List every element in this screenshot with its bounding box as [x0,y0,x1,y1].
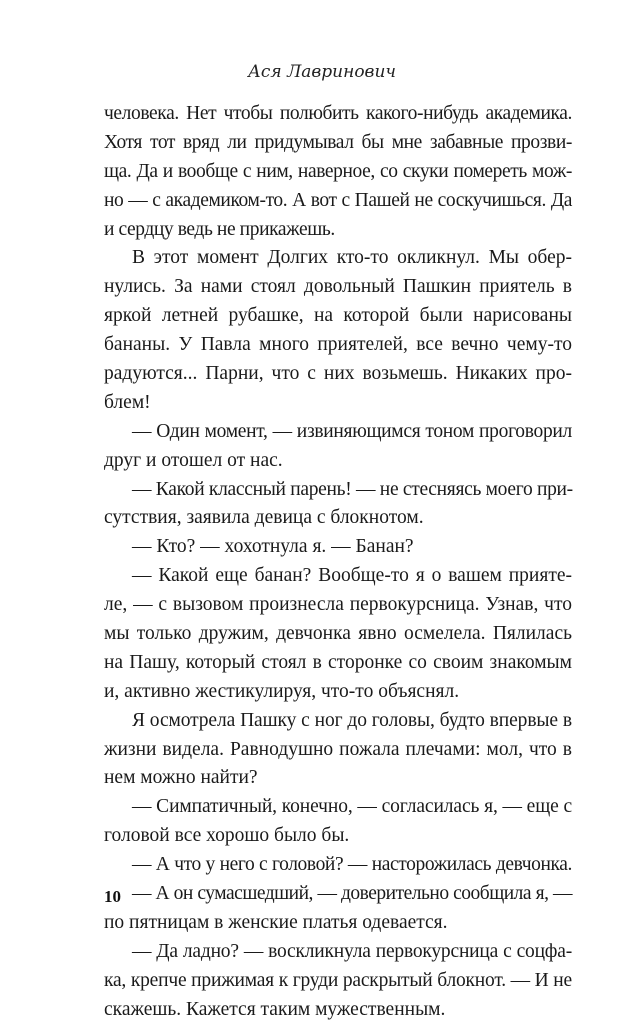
text-line: радуются... Парни, что с них возьмешь. Никаких про- [104,363,572,385]
text-line: блем! [104,391,151,413]
text-line: яркой летней рубашке, на которой были нарисованы [104,305,572,327]
text-line: — Какой классный парень! — не стесняясь моего при- [132,478,573,500]
text-line: сутствия, заявила девица с блокнотом. [104,507,424,529]
text-line: Хотя тот вряд ли придумывал бы мне забавные прозви- [104,131,572,153]
text-line: на Пашу, который стоял в сторонке со своим знакомым [104,651,572,673]
text-line: и, активно жестикулируя, что-то объяснял. [104,680,460,702]
text-line: нем можно найти? [104,767,258,789]
text-line: нулись. За нами стоял довольный Пашкин приятель в [104,276,572,298]
text-line: В этот момент Долгих кто-то окликнул. Мы обер- [132,247,572,269]
text-line: и сердцу ведь не прикажешь. [104,218,335,240]
text-line: — Какой еще банан? Вообще-то я о вашем прияте- [132,565,572,587]
running-header-author: Ася Лавринович [248,62,396,82]
body-text [104,100,572,1025]
text-line: человека. Нет чтобы полюбить какого-нибудь академика. [104,103,572,124]
text-line: друг и отошел от нас. [104,449,283,471]
text-line: по пятницам в женские платья одевается. [104,911,448,933]
text-line: головой все хорошо было бы. [104,825,350,847]
text-line: — Один момент, — извиняющимся тоном проговорил [132,420,572,442]
text-line: Я осмотрела Пашку с ног до головы, будто впервые в [132,709,572,731]
page-number: 10 [104,887,121,906]
text-line: ле, — с вызовом произнесла первокурсница. Узнав, что [104,594,572,616]
text-line: — Да ладно? — воскликнула первокурсница с соцфа- [132,940,572,962]
text-line: — А он сумасшедший, — доверительно сообщила я, — [132,883,572,905]
text-line: жизни видела. Равнодушно пожала плечами: мол, что в [104,738,572,760]
text-line: — Кто? — хохотнула я. — Банан? [132,536,414,558]
text-line: ка, крепче прижимая к груди раскрытый блокнот. — И не [104,969,572,991]
text-line: мы только дружим, девчонка явно осмелела. Пялилась [104,623,572,645]
text-line: — А что у него с головой? — насторожилась девчонка. [132,854,572,876]
text-line: бананы. У Павла много приятелей, все вечно чему-то [104,334,572,356]
text-line: но — с академиком-то. А вот с Пашей не соскучишься. Да [104,189,572,211]
text-line: скажешь. Кажется таким мужественным. [104,998,446,1020]
text-line: ща. Да и вообще с ним, наверное, со скуки помереть мож- [104,160,572,182]
text-line: — Симпатичный, конечно, — согласилась я, — еще с [132,796,573,818]
